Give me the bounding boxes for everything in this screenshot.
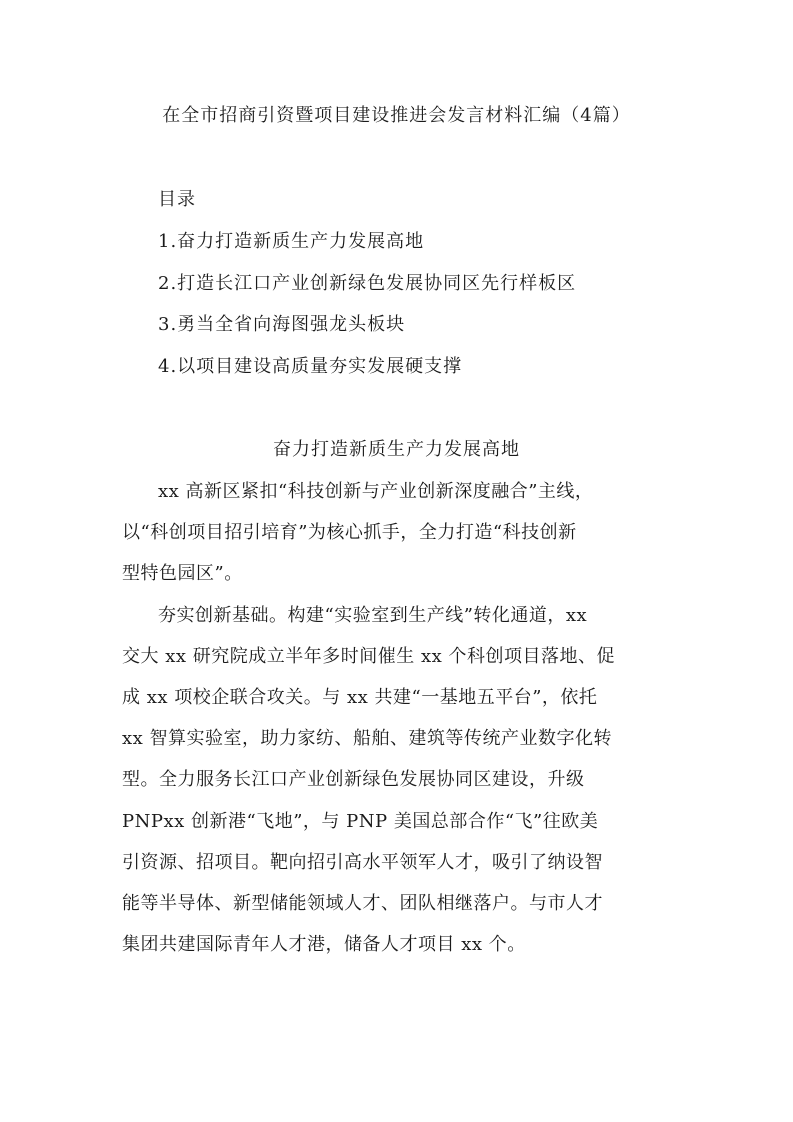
paragraph-line: PNPxx 创新港“飞地”，与 PNP 美国总部合作“飞”往欧美 — [122, 810, 599, 832]
toc-item: 1.奋力打造新质生产力发展高地 — [158, 231, 425, 252]
paragraph-line: 能等半导体、新型储能领域人才、团队相继落户。与市人才 — [122, 892, 603, 914]
toc-item: 2.打造长江口产业创新绿色发展协同区先行样板区 — [158, 272, 577, 294]
paragraph-line: 成 xx 项校企联合攻关。与 xx 共建“一基地五平台”，依托 — [122, 686, 598, 708]
paragraph-line: xx 高新区紧扣“科技创新与产业创新深度融合”主线， — [158, 481, 594, 502]
section-title: 奋力打造新质生产力发展高地 — [273, 439, 520, 460]
paragraph-line: xx 智算实验室，助力家纺、船舶、建筑等传统产业数字化转 — [122, 728, 613, 750]
paragraph-line: 型。全力服务长江口产业创新绿色发展协同区建设，升级 — [122, 769, 585, 791]
paragraph-line: 夯实创新基础。构建“实验室到生产线”转化通道，xx — [158, 604, 588, 626]
paragraph-line: 以“科创项目招引培育”为核心抓手，全力打造“科技创新 — [122, 522, 577, 544]
document-title: 在全市招商引资暨项目建设推进会发言材料汇编（4篇） — [162, 105, 631, 126]
table-of-contents — [158, 186, 576, 394]
paragraph-line: 交大 xx 研究院成立半年多时间催生 xx 个科创项目落地、促 — [122, 645, 615, 667]
paragraph-line: 引资源、招项目。靶向招引高水平领军人才，吸引了纳设智 — [122, 851, 603, 873]
paragraph-line: 型特色园区”。 — [122, 563, 243, 585]
toc-item: 4.以项目建设高质量夯实发展硬支撑 — [158, 355, 463, 377]
toc-item: 3.勇当全省向海图强龙头板块 — [158, 314, 406, 335]
body-text — [122, 478, 682, 972]
toc-heading: 目录 — [158, 189, 196, 210]
paragraph-line: 集团共建国际青年人才港，储备人才项目 xx 个。 — [122, 934, 526, 956]
